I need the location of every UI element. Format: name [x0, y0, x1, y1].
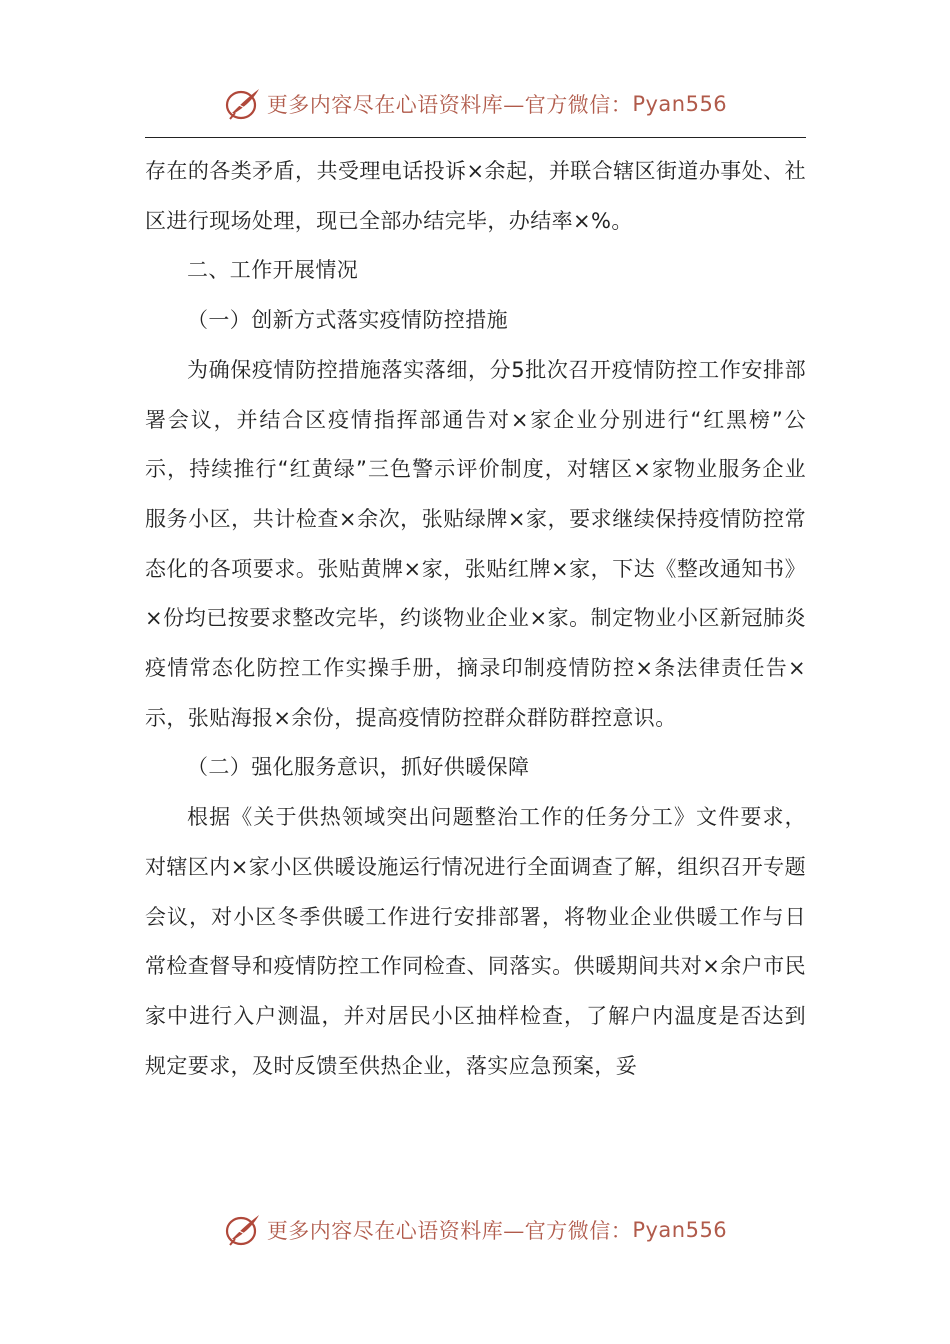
section-heading: 二、工作开展情况 — [187, 258, 359, 283]
banner-text: 更多内容尽在心语资料库—官方微信： — [266, 93, 633, 117]
quill-logo-icon — [223, 1212, 263, 1248]
subsection-heading-1: （一）创新方式落实疫情防控措施 — [187, 308, 508, 333]
banner-text: 更多内容尽在心语资料库—官方微信： — [266, 1219, 633, 1243]
paragraph-epidemic-measures: 为确保疫情防控措施落实落细，分5批次召开疫情防控工作安排部署会议，并结合区疫情指挥部通告对×家企业分别进行“红黑榜”公示，持续推行“红黄绿”三色警示评价制度，对辖区×家物业服务企业服务小区，共计检查×余次，张贴绿牌×家，要求继续保持疫情防控常态化的各项要求。张贴黄牌×家，张贴红牌×家，下达《整改通知书》×份均已按要求整改完毕，约谈物业企业×家。制定物业小区新冠肺炎疫情常态化防控工作实操手册，摘录印制疫情防控×条法律责任告×示，张贴海报×余份，提高疫情防控群众群防群控意识。 — [145, 357, 806, 730]
quill-logo-icon — [223, 86, 263, 122]
document-body — [145, 147, 806, 1091]
header-divider — [145, 137, 806, 138]
banner-wechat-id: Pyan556 — [632, 92, 728, 116]
paragraph-continued: 存在的各类矛盾，共受理电话投诉×余起，并联合辖区街道办事处、社区进行现场处理，现已全部办结完毕，办结率×%。 — [145, 159, 806, 233]
subsection-heading-2: （二）强化服务意识，抓好供暖保障 — [187, 755, 530, 780]
paragraph-heating: 根据《关于供热领域突出问题整治工作的任务分工》文件要求，对辖区内×家小区供暖设施运行情况进行全面调查了解，组织召开专题会议，对小区冬季供暖工作进行安排部署，将物业企业供暖工作与日常检查督导和疫情防控工作同检查、同落实。供暖期间共对×余户市民家中进行入户测温，并对居民小区抽样检查，了解户内温度是否达到规定要求，及时反馈至供热企业，落实应急预案，妥 — [145, 805, 806, 1078]
banner-wechat-id: Pyan556 — [632, 1218, 728, 1242]
footer-banner — [0, 1210, 950, 1250]
header-banner — [0, 84, 950, 124]
